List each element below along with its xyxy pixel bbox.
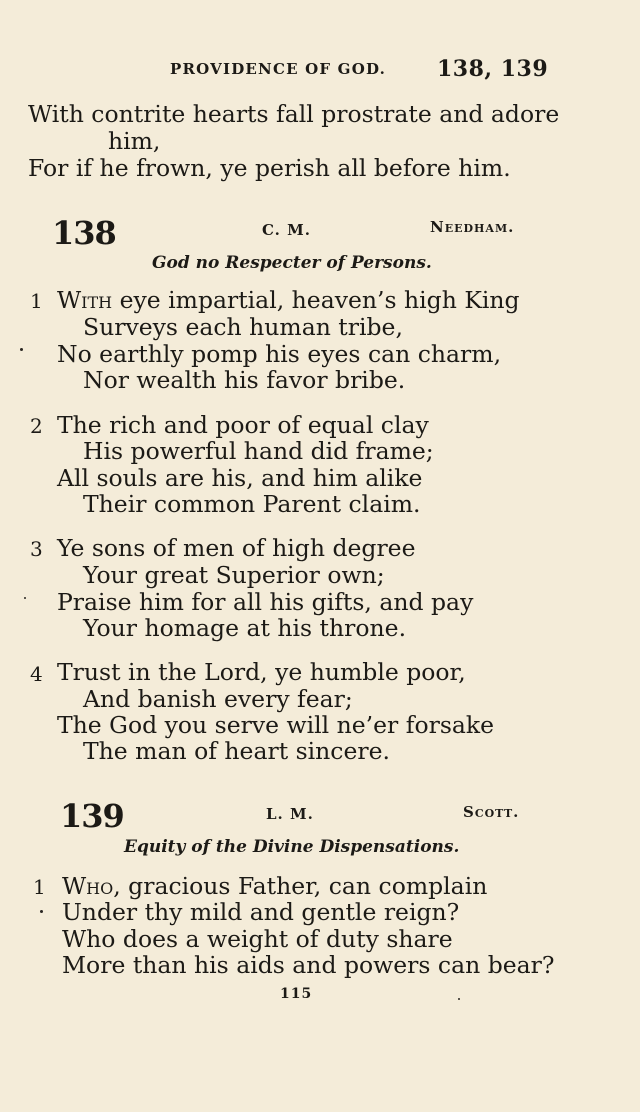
- continuation-line-2: him,: [108, 127, 161, 155]
- verse-line: Who, gracious Father, can complain: [62, 872, 488, 900]
- hymn-139-number: 139: [60, 797, 124, 835]
- continuation-line-3: For if he frown, ye perish all before him.: [28, 154, 511, 182]
- verse-line: Ye sons of men of high degree: [57, 534, 416, 562]
- verse-line: And banish every fear;: [83, 685, 353, 713]
- verse-line: The God you serve will ne’er forsake: [57, 711, 495, 739]
- page-number: 115: [280, 986, 313, 1002]
- verse-line: Surveys each human tribe,: [83, 313, 403, 341]
- verse-number: 2: [30, 414, 43, 438]
- ink-speck: [20, 348, 23, 351]
- verse-line: More than his aids and powers can bear?: [62, 951, 555, 979]
- hymn-139-tune: Scott.: [463, 803, 520, 821]
- verse-line: With eye impartial, heaven’s high King: [57, 286, 520, 314]
- verse-number: 1: [33, 875, 46, 899]
- verse-line: No earthly pomp his eyes can charm,: [57, 340, 502, 368]
- verse-line: Your great Superior own;: [83, 561, 385, 589]
- verse-line: Who does a weight of duty share: [62, 925, 453, 953]
- running-title: PROVIDENCE OF GOD.: [170, 60, 387, 78]
- hymn-139-title: Equity of the Divine Dispensations.: [124, 837, 460, 857]
- verse-line: His powerful hand did frame;: [83, 437, 434, 465]
- hymn-139-meter: L. M.: [266, 805, 314, 823]
- verse-line: The rich and poor of equal clay: [57, 411, 429, 439]
- hymn-138-meter: C. M.: [262, 221, 311, 239]
- verse-number: 4: [30, 662, 43, 686]
- verse-line: Trust in the Lord, ye humble poor,: [57, 658, 466, 686]
- ink-speck: [40, 910, 43, 913]
- verse-number: 1: [30, 289, 43, 313]
- verse-line: Under thy mild and gentle reign?: [62, 898, 460, 926]
- ink-speck: [458, 998, 460, 1000]
- hymn-138-title: God no Respecter of Persons.: [152, 253, 432, 273]
- verse-line: The man of heart sincere.: [83, 737, 390, 765]
- header-hymn-numbers: 138, 139: [437, 56, 549, 82]
- verse-line: Their common Parent claim.: [83, 490, 421, 518]
- verse-line: Your homage at his throne.: [83, 614, 407, 642]
- hymn-138-tune: Needham.: [430, 218, 515, 236]
- verse-number: 3: [30, 537, 43, 561]
- verse-line: Nor wealth his favor bribe.: [83, 366, 406, 394]
- ink-speck: [24, 597, 26, 599]
- continuation-line-1: With contrite hearts fall prostrate and adore: [28, 100, 560, 128]
- hymn-138-number: 138: [52, 214, 116, 252]
- verse-line: All souls are his, and him alike: [57, 464, 423, 492]
- verse-line: Praise him for all his gifts, and pay: [57, 588, 474, 616]
